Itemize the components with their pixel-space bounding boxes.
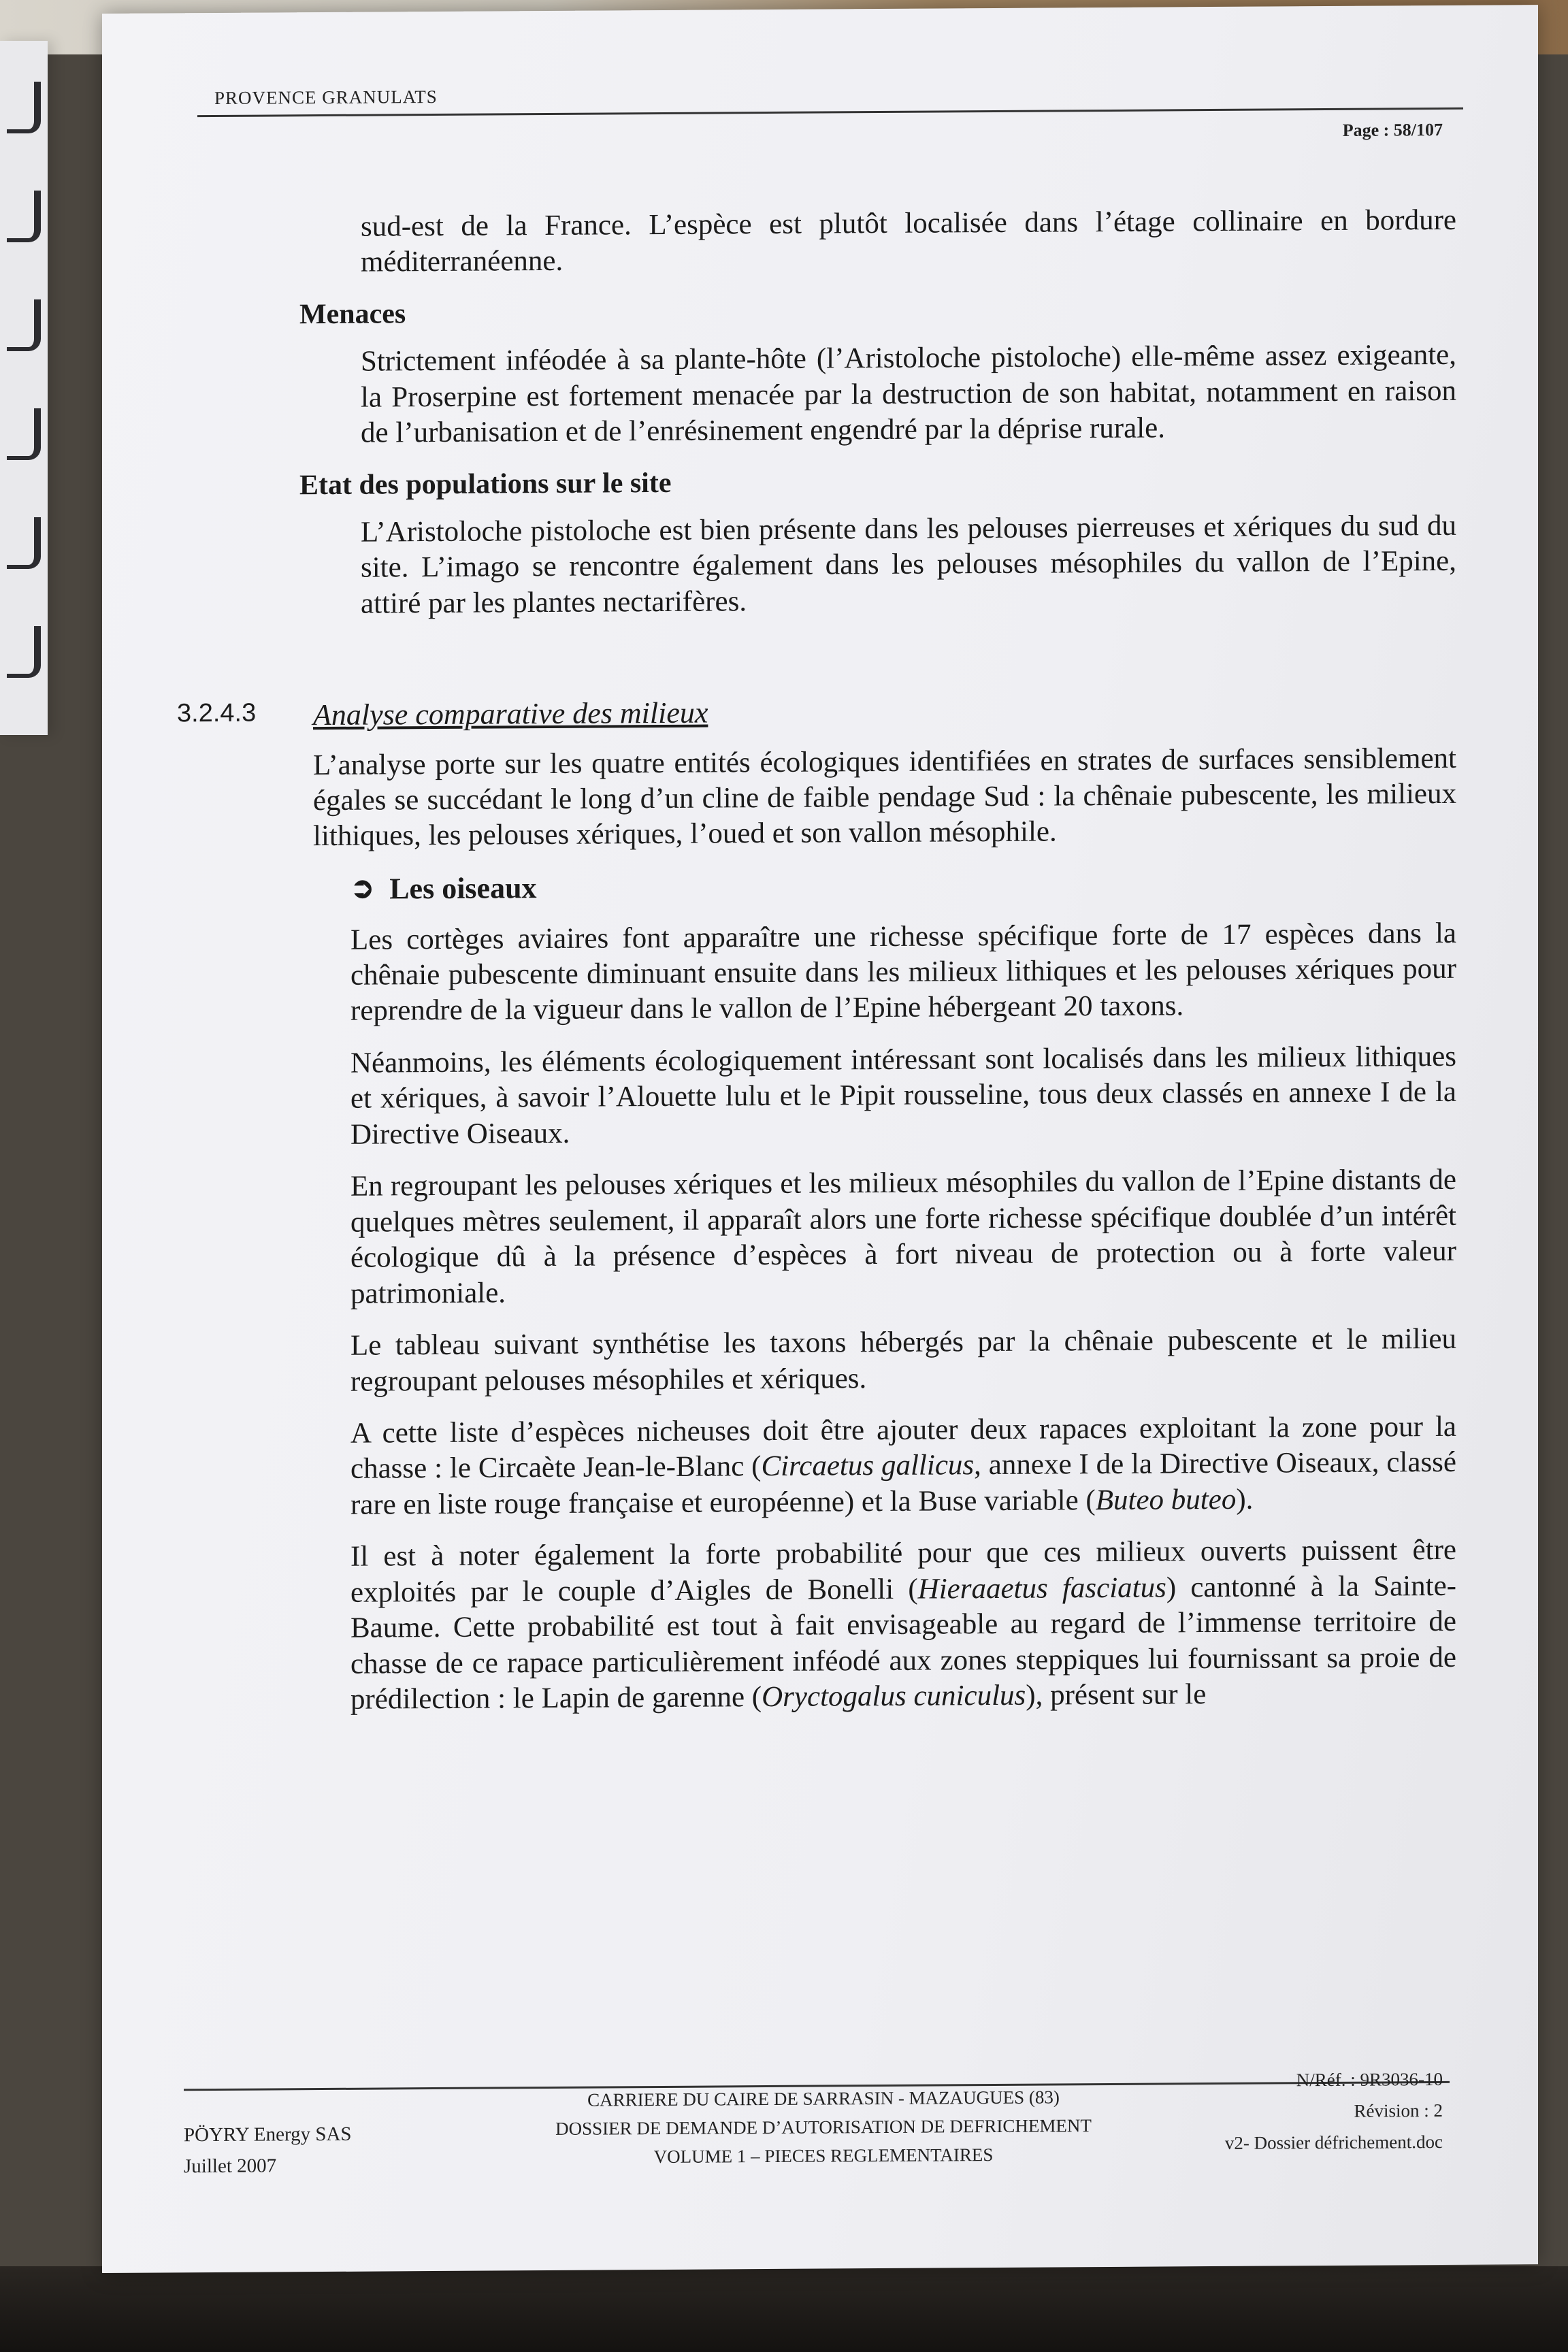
footer-line-3: VOLUME 1 – PIECES REGLEMENTAIRES [653, 2144, 994, 2167]
species-name: Oryctogalus cuniculus [762, 1679, 1026, 1714]
page-number: Page : 58/107 [1342, 119, 1443, 140]
species-name: Hieraaetus fasciatus [917, 1571, 1166, 1605]
footer-left [184, 2119, 352, 2183]
footer-line-2: DOSSIER DE DEMANDE D’AUTORISATION DE DEFRICHEMENT [555, 2114, 1092, 2139]
footer-revision: Révision : 2 [1354, 2100, 1443, 2121]
oiseaux-paragraph-3: En regroupant les pelouses xériques et les milieux mésophiles du vallon de l’Epine distants de quelques mètres seulement, il apparaît alors une forte richesse spécifique doublée d’un intérêt écologique dû à la présence d’espèces à fort niveau de protection ou à forte valeur patrimoniale. [350, 1164, 1456, 1310]
desk-background-bottom [0, 2266, 1568, 2352]
section-heading [177, 690, 1456, 734]
oiseaux-paragraph-2: Néanmoins, les éléments écologiquement intéressant sont localisés dans les milieux lithiques et xériques, à savoir l’Alouette lulu et le Pipit rousseline, tous deux classés en annexe I de la Directive Oiseaux. [350, 1040, 1456, 1151]
species-name: Buteo buteo [1095, 1483, 1237, 1517]
footer-date: Juillet 2007 [184, 2155, 277, 2178]
text-run: Il est à noter également la forte probabilité pour que ces milieux ouverts puissent être exploités par le couple d’Aigles de Bonelli ( [350, 1534, 1456, 1609]
binder-ring [7, 626, 41, 678]
header-rule [197, 108, 1463, 117]
footer-center [517, 2083, 1130, 2172]
species-name: Circaetus gallicus [761, 1449, 975, 1483]
footer-filename: v2- Dossier défrichement.doc [1224, 2131, 1443, 2153]
section-number: 3.2.4.3 [177, 698, 257, 728]
binder-ring [7, 191, 41, 242]
oiseaux-paragraph-6 [350, 1533, 1456, 1718]
header-company: PROVENCE GRANULATS [214, 86, 438, 108]
menaces-heading: Menaces [299, 298, 406, 331]
intro-paragraph: sud-est de la France. L’espèce est plutôt localisée dans l’étage collinaire en bordure méditerranéenne. [361, 203, 1456, 279]
text-run: ) cantonné à la Sainte-Baume. Cette probabilité est tout à fait envisageable au regard de l’immense territoire de chasse de ce rapace particulièrement inféodé aux zones steppiques lui fournissant sa proie de prédilection : le Lapin de garenne ( [350, 1569, 1456, 1716]
section-title: Analyse comparative des milieux [313, 696, 708, 732]
oiseaux-paragraph-4: Le tableau suivant synthétise les taxons hébergés par la chênaie pubescente et le milieu regroupant pelouses mésophiles et xériques. [350, 1322, 1456, 1398]
etat-paragraph: L’Aristoloche pistoloche est bien présente dans les pelouses pierreuses et xériques du sud du site. L’imago se rencontre également dans les pelouses mésophiles du vallon de l’Epine, attiré par les plantes nectarifères. [361, 509, 1456, 620]
oiseaux-heading-label: Les oiseaux [389, 871, 537, 906]
oiseaux-paragraph-5 [350, 1409, 1456, 1523]
text-run: ), présent sur le [1026, 1678, 1207, 1712]
section-intro: L’analyse porte sur les quatre entités écologiques identifiées en strates de surfaces sensiblement égales se succédant le long d’un cline de faible pendage Sud : la chênaie pubescente, les milieux lithiques, les pelouses xériques, l’oued et son vallon mésophile. [313, 742, 1456, 853]
etat-heading: Etat des populations sur le site [299, 467, 672, 501]
text-run: ). [1236, 1483, 1254, 1516]
menaces-paragraph: Strictement inféodée à sa plante-hôte (l’Aristoloche pistoloche) elle-même assez exigeante, la Proserpine est fortement menacée par la destruction de son habitat, notamment en raison de l’urbanisation et de l’enrésinement engendré par la déprise rurale. [361, 338, 1456, 449]
footer-line-1: CARRIERE DU CAIRE DE SARRASIN - MAZAUGUES (83) [587, 2087, 1060, 2110]
binder-ring [7, 408, 41, 460]
binder-ring [7, 82, 41, 133]
footer-reference: N/Réf. : 9R3036-10 [1296, 2068, 1443, 2091]
oiseaux-heading [299, 864, 1456, 908]
footer-right [1225, 2064, 1443, 2159]
document-page [102, 5, 1538, 2273]
footer-company: PÖYRY Energy SAS [184, 2123, 352, 2146]
binder-spine [0, 41, 48, 735]
binder-ring [7, 299, 41, 351]
oiseaux-paragraph-1: Les cortèges aviaires font apparaître une richesse spécifique forte de 17 espèces dans la chênaie pubescente diminuant ensuite dans les milieux lithiques et les pelouses xériques pour reprendre de la vigueur dans le vallon de l’Epine hébergeant 20 taxons. [350, 917, 1456, 1028]
binder-ring [7, 517, 41, 569]
text-run: A cette liste d’espèces nicheuses doit être ajouter deux rapaces exploitant la zone pour la chasse : le Circaète Jean-le-Blanc ( [350, 1410, 1456, 1486]
text-run: , annexe I de la Directive Oiseaux, classé rare en liste rouge française et européenne) et la Buse variable ( [350, 1446, 1456, 1521]
arrow-right-icon: ➲ [350, 872, 375, 904]
document-body [177, 203, 1456, 1735]
oiseaux-body [299, 915, 1456, 1718]
